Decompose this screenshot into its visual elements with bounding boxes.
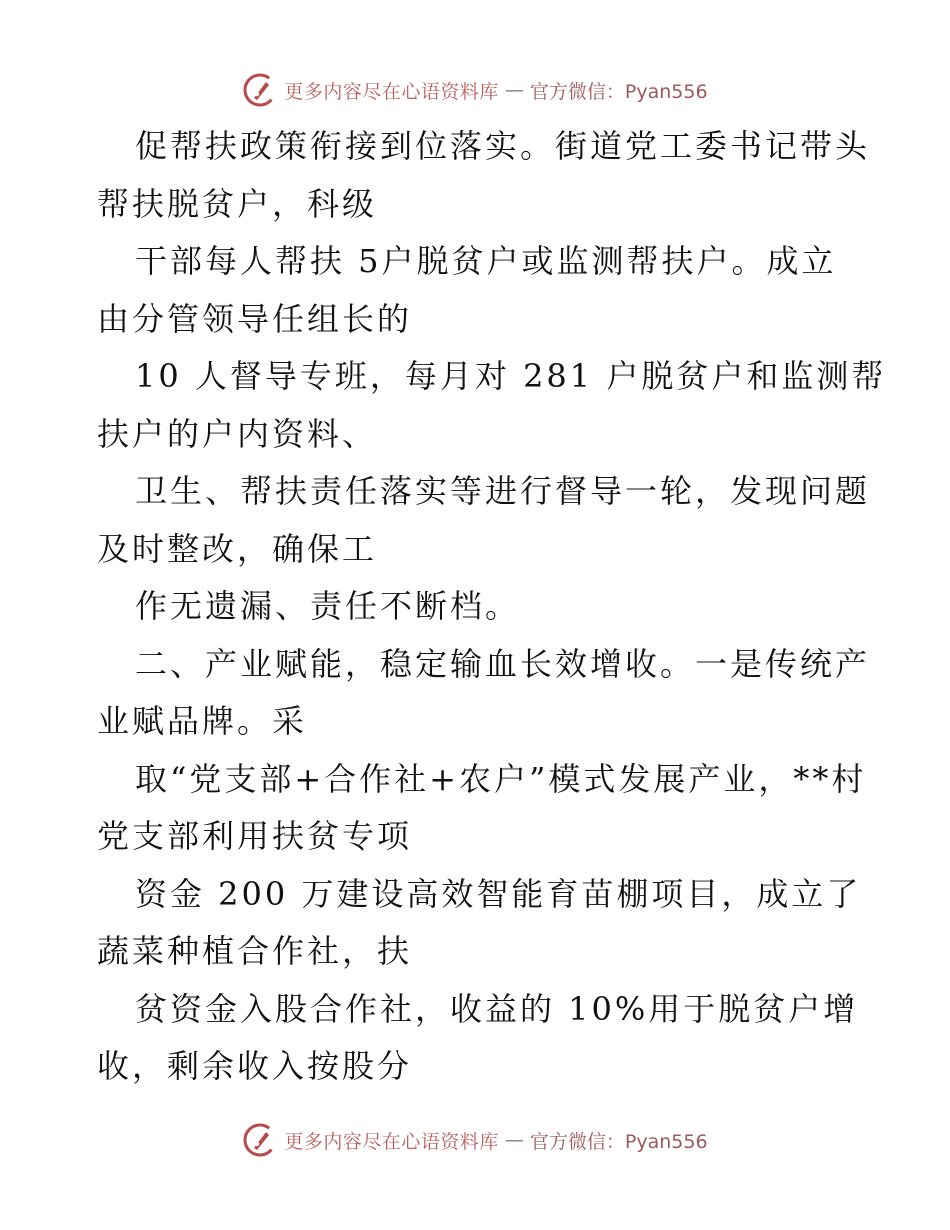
pen-nib-seal-icon	[242, 1122, 278, 1158]
text-line: 由分管领导任组长的	[97, 299, 413, 338]
text-line: 干部每人帮扶 5户脱贫户或监测帮扶户。成立	[135, 242, 837, 280]
text-line: 蔬菜种植合作社，扶	[97, 932, 413, 970]
text-line: 促帮扶政策衔接到位落实。街道党工委书记带头	[135, 127, 871, 165]
banner-separator: —	[504, 79, 524, 101]
text-line: 二、产业赋能，稳定输血长效增收。一是传统产	[135, 644, 871, 683]
text-line: 党支部利用扶贫专项	[97, 817, 413, 855]
footer-banner	[0, 1120, 950, 1160]
text-line: 作无遗漏、责任不断档。	[135, 587, 521, 625]
document-body	[97, 118, 887, 1096]
text-line: 扶户的户内资料、	[97, 414, 378, 453]
banner-separator: —	[504, 1129, 524, 1151]
text-line: 资金 200 万建设高效智能育苗棚项目，成立了	[135, 874, 862, 913]
banner-contact: 官方微信：Pyan556	[529, 1130, 708, 1153]
banner-title: 更多内容尽在心语资料库	[284, 1130, 499, 1153]
text-line: 业赋品牌。采	[97, 702, 308, 740]
text-line: 取“党支部+合作社+农户”模式发展产业，**村	[135, 759, 867, 798]
banner-contact: 官方微信：Pyan556	[529, 80, 708, 103]
header-banner	[0, 70, 950, 110]
text-line: 10 人督导专班，每月对 281 户脱贫户和监测帮	[135, 357, 887, 395]
banner-title: 更多内容尽在心语资料库	[284, 80, 499, 103]
text-line: 贫资金入股合作社，收益的 10%用于脱贫户增	[135, 989, 859, 1028]
text-line: 收，剩余收入按股分	[97, 1047, 413, 1085]
text-line: 卫生、帮扶责任落实等进行督导一轮，发现问题	[135, 472, 871, 510]
text-line: 及时整改，确保工	[97, 529, 378, 568]
pen-nib-seal-icon	[242, 72, 278, 108]
text-line: 帮扶脱贫户，科级	[97, 184, 378, 223]
